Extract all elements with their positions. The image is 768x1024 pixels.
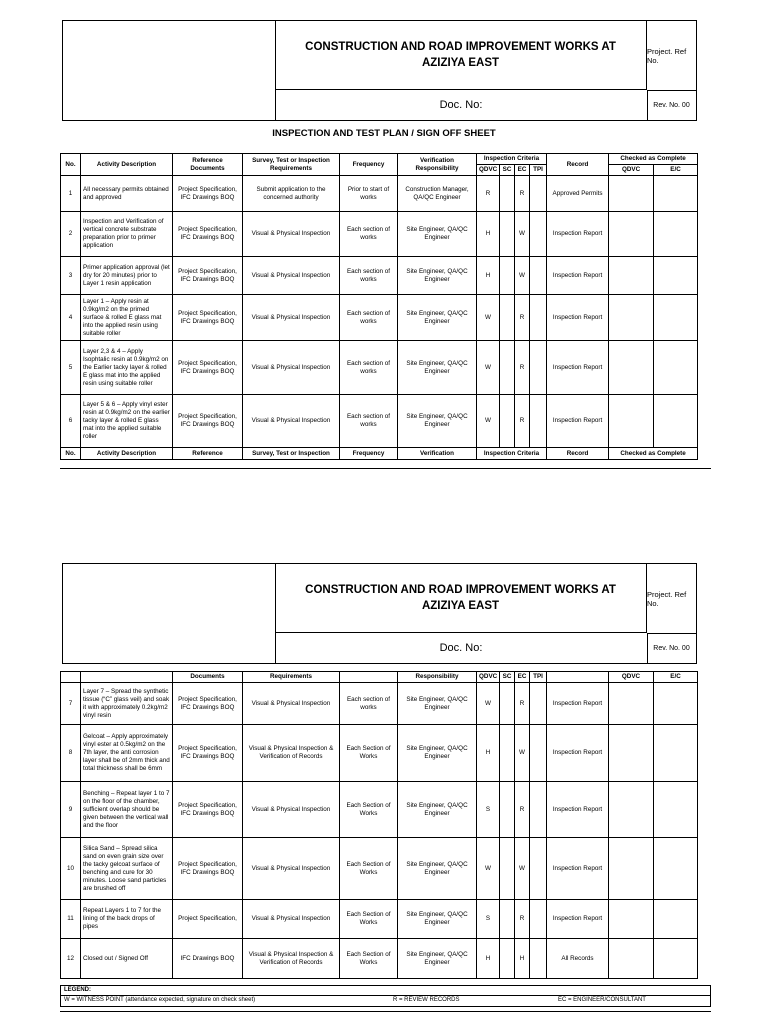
cell-frequency: Each section of works	[340, 683, 398, 725]
cell-sc	[500, 212, 515, 257]
document-title: CONSTRUCTION AND ROAD IMPROVEMENT WORKS AT AZIZIYA EAST	[275, 21, 647, 90]
cell-verification: Site Engineer, QA/QC Engineer	[398, 725, 477, 782]
cell-ec: W	[515, 212, 530, 257]
col-checked-qdvc: QDVC	[609, 165, 654, 176]
cell-sc	[500, 257, 515, 295]
cell-ec: R	[515, 176, 530, 212]
cell-reference: Project Specification, IFC Drawings BOQ	[173, 257, 243, 295]
cell-ec: W	[515, 725, 530, 782]
cell-verification: Site Engineer, QA/QC Engineer	[398, 838, 477, 900]
cell-survey: Visual & Physical Inspection	[243, 257, 340, 295]
cell-sc	[500, 341, 515, 395]
cell-frequency: Each Section of Works	[340, 939, 398, 979]
cell-frequency: Each Section of Works	[340, 782, 398, 838]
cell-survey: Submit application to the concerned authority	[243, 176, 340, 212]
cell-sc	[500, 683, 515, 725]
table-row	[61, 212, 698, 257]
table-row	[61, 341, 698, 395]
col-documents: Documents	[173, 672, 243, 683]
cell-frequency: Each section of works	[340, 341, 398, 395]
cell-checked-qdvc	[609, 939, 654, 979]
cell-checked-qdvc	[609, 838, 654, 900]
cell-no: 7	[61, 683, 81, 725]
legend-review: R = REVIEW RECORDS	[393, 997, 460, 1003]
cell-ec: R	[515, 395, 530, 448]
cell-ec: R	[515, 683, 530, 725]
cell-no: 4	[61, 295, 81, 341]
logo-area	[63, 564, 276, 663]
project-ref-label: Project. Ref No.	[647, 564, 696, 634]
cell-survey: Visual & Physical Inspection & Verification of Records	[243, 725, 340, 782]
foot-checked: Checked as Complete	[609, 448, 698, 460]
cell-frequency: Each section of works	[340, 257, 398, 295]
cell-reference: Project Specification, IFC Drawings BOQ	[173, 176, 243, 212]
cell-no: 11	[61, 900, 81, 939]
table-row	[61, 176, 698, 212]
cell-checked-ec	[654, 176, 698, 212]
cell-frequency: Each section of works	[340, 295, 398, 341]
cell-reference: Project Specification, IFC Drawings BOQ	[173, 838, 243, 900]
col-verification: Verification Responsibility	[398, 154, 477, 176]
cell-tpi	[530, 683, 547, 725]
cell-tpi	[530, 838, 547, 900]
cell-tpi	[530, 341, 547, 395]
cell-checked-qdvc	[609, 782, 654, 838]
cell-verification: Site Engineer, QA/QC Engineer	[398, 341, 477, 395]
cell-tpi	[530, 900, 547, 939]
cell-checked-qdvc	[609, 725, 654, 782]
cell-no: 12	[61, 939, 81, 979]
cell-record: Inspection Report	[547, 725, 609, 782]
cell-activity: Layer 2,3 & 4 – Apply Isophtalic resin at 0.9kg/m2 on the Earlier tacky layer & rolled E glass mat into the applied resin using suitable roller	[81, 341, 173, 395]
foot-frequency: Frequency	[340, 448, 398, 460]
cell-sc	[500, 838, 515, 900]
cell-no: 3	[61, 257, 81, 295]
cell-sc	[500, 725, 515, 782]
cell-reference: Project Specification, IFC Drawings BOQ	[173, 725, 243, 782]
col-no: No.	[61, 154, 81, 176]
cell-checked-ec	[654, 939, 698, 979]
page-divider	[60, 468, 711, 469]
col-sc: SC	[500, 672, 515, 683]
cell-survey: Visual & Physical Inspection	[243, 295, 340, 341]
cell-survey: Visual & Physical Inspection	[243, 212, 340, 257]
cell-activity: Primer application approval (let dry for 20 minutes) prior to Layer 1 resin application	[81, 257, 173, 295]
cell-frequency: Each section of works	[340, 212, 398, 257]
cell-reference: Project Specification, IFC Drawings BOQ	[173, 683, 243, 725]
table-row	[61, 939, 698, 979]
legend-engineer: EC = ENGINEER/CONSULTANT	[558, 997, 646, 1003]
cell-checked-qdvc	[609, 683, 654, 725]
cell-activity: Benching – Repeat layer 1 to 7 on the floor of the chamber, sufficient overlap should be given between the vertical wall and the floor	[81, 782, 173, 838]
cell-no: 1	[61, 176, 81, 212]
cell-qdvc: W	[477, 838, 500, 900]
cell-verification: Site Engineer, QA/QC Engineer	[398, 212, 477, 257]
cell-verification: Site Engineer, QA/QC Engineer	[398, 683, 477, 725]
document-header-page2	[62, 563, 697, 664]
cell-verification: Construction Manager, QA/QC Engineer	[398, 176, 477, 212]
cell-ec: R	[515, 295, 530, 341]
cell-checked-qdvc	[609, 295, 654, 341]
cell-checked-ec	[654, 341, 698, 395]
document-title: CONSTRUCTION AND ROAD IMPROVEMENT WORKS AT AZIZIYA EAST	[275, 564, 647, 633]
cell-tpi	[530, 176, 547, 212]
cell-reference: Project Specification, IFC Drawings BOQ	[173, 295, 243, 341]
cell-no: 9	[61, 782, 81, 838]
cell-no: 2	[61, 212, 81, 257]
cell-no: 10	[61, 838, 81, 900]
col-frequency	[340, 672, 398, 683]
cell-ec: H	[515, 939, 530, 979]
cell-sc	[500, 939, 515, 979]
cell-no: 6	[61, 395, 81, 448]
cell-qdvc: H	[477, 212, 500, 257]
cell-record: Inspection Report	[547, 395, 609, 448]
rev-no-label: Rev. No. 00	[653, 644, 690, 652]
cell-survey: Visual & Physical Inspection	[243, 683, 340, 725]
cell-qdvc: W	[477, 683, 500, 725]
logo-area	[63, 21, 276, 120]
table-row	[61, 900, 698, 939]
col-responsibility: Responsibility	[398, 672, 477, 683]
cell-checked-ec	[654, 782, 698, 838]
col-sc: SC	[500, 165, 515, 176]
table-row	[61, 725, 698, 782]
cell-qdvc: W	[477, 395, 500, 448]
col-survey: Survey, Test or Inspection Requirements	[243, 154, 340, 176]
legend-divider	[61, 995, 710, 996]
cell-record: All Records	[547, 939, 609, 979]
col-requirements: Requirements	[243, 672, 340, 683]
cell-record: Inspection Report	[547, 683, 609, 725]
cell-ec: W	[515, 257, 530, 295]
col-checked-ec: E/C	[654, 165, 698, 176]
table-row	[61, 257, 698, 295]
col-qdvc: QDVC	[477, 165, 500, 176]
cell-record: Approved Permits	[547, 176, 609, 212]
cell-sc	[500, 176, 515, 212]
cell-activity: Layer 5 & 6 – Apply vinyl ester resin at 0.9kg/m2 on the earlier tacky layer & rolled E glass mat into the applied suitable roller	[81, 395, 173, 448]
cell-checked-ec	[654, 725, 698, 782]
cell-sc	[500, 295, 515, 341]
cell-qdvc: R	[477, 176, 500, 212]
cell-survey: Visual & Physical Inspection	[243, 838, 340, 900]
table-row	[61, 838, 698, 900]
cell-sc	[500, 900, 515, 939]
cell-verification: Site Engineer, QA/QC Engineer	[398, 257, 477, 295]
cell-qdvc: H	[477, 257, 500, 295]
foot-no: No.	[61, 448, 81, 460]
table-row	[61, 395, 698, 448]
doc-no-label: Doc. No:	[275, 633, 648, 663]
cell-ec: R	[515, 341, 530, 395]
cell-checked-ec	[654, 212, 698, 257]
col-qdvc: QDVC	[477, 672, 500, 683]
cell-record: Inspection Report	[547, 782, 609, 838]
col-checked-ec: E/C	[654, 672, 698, 683]
cell-checked-ec	[654, 683, 698, 725]
cell-checked-qdvc	[609, 900, 654, 939]
cell-record: Inspection Report	[547, 341, 609, 395]
cell-checked-ec	[654, 257, 698, 295]
cell-reference: Project Specification, IFC Drawings BOQ	[173, 395, 243, 448]
cell-verification: Site Engineer, QA/QC Engineer	[398, 395, 477, 448]
legend-witness: W = WITNESS POINT (attendance expected, signature on check sheet)	[64, 997, 256, 1003]
col-reference: Reference Documents	[173, 154, 243, 176]
foot-record: Record	[547, 448, 609, 460]
cell-tpi	[530, 782, 547, 838]
cell-tpi	[530, 725, 547, 782]
col-tpi: TPI	[530, 165, 547, 176]
cell-survey: Visual & Physical Inspection	[243, 395, 340, 448]
foot-survey: Survey, Test or Inspection	[243, 448, 340, 460]
cell-activity: Closed out / Signed Off	[81, 939, 173, 979]
cell-no: 5	[61, 341, 81, 395]
cell-frequency: Each Section of Works	[340, 838, 398, 900]
rev-no-label: Rev. No. 00	[653, 101, 690, 109]
cell-verification: Site Engineer, QA/QC Engineer	[398, 939, 477, 979]
cell-checked-qdvc	[609, 395, 654, 448]
cell-checked-qdvc	[609, 176, 654, 212]
cell-tpi	[530, 395, 547, 448]
cell-activity: Silica Sand – Spread silica sand on even grain size over the tacky gelcoat surface of benching and cure for 30 minutes. Loose sand particles are brushed off	[81, 838, 173, 900]
cell-qdvc: S	[477, 900, 500, 939]
cell-survey: Visual & Physical Inspection	[243, 782, 340, 838]
cell-checked-qdvc	[609, 257, 654, 295]
cell-reference: IFC Drawings BOQ	[173, 939, 243, 979]
cell-survey: Visual & Physical Inspection	[243, 341, 340, 395]
legend	[60, 985, 711, 1007]
cell-checked-ec	[654, 900, 698, 939]
cell-record: Inspection Report	[547, 295, 609, 341]
foot-activity: Activity Description	[81, 448, 173, 460]
cell-sc	[500, 395, 515, 448]
col-ec: EC	[515, 165, 530, 176]
plan-title: INSPECTION AND TEST PLAN / SIGN OFF SHEET	[272, 128, 496, 139]
cell-qdvc: W	[477, 295, 500, 341]
col-record	[547, 672, 609, 683]
table-row	[61, 782, 698, 838]
table-row	[61, 683, 698, 725]
cell-activity: All necessary permits obtained and approved	[81, 176, 173, 212]
cell-qdvc: H	[477, 725, 500, 782]
cell-record: Inspection Report	[547, 257, 609, 295]
cell-tpi	[530, 295, 547, 341]
foot-criteria: Inspection Criteria	[477, 448, 547, 460]
cell-survey: Visual & Physical Inspection & Verification of Records	[243, 939, 340, 979]
page-bottom-line	[60, 1011, 711, 1012]
table-row	[61, 295, 698, 341]
col-activity	[81, 672, 173, 683]
cell-sc	[500, 782, 515, 838]
cell-checked-ec	[654, 295, 698, 341]
cell-verification: Site Engineer, QA/QC Engineer	[398, 782, 477, 838]
col-no	[61, 672, 81, 683]
col-activity: Activity Description	[81, 154, 173, 176]
col-record: Record	[547, 154, 609, 176]
legend-title: LEGEND:	[64, 987, 91, 993]
doc-no-label: Doc. No:	[275, 90, 648, 120]
cell-ec: R	[515, 782, 530, 838]
cell-activity: Inspection and Verification of vertical concrete substrate preparation prior to primer application	[81, 212, 173, 257]
col-ec: EC	[515, 672, 530, 683]
cell-qdvc: W	[477, 341, 500, 395]
cell-tpi	[530, 257, 547, 295]
cell-record: Inspection Report	[547, 838, 609, 900]
cell-ec: R	[515, 900, 530, 939]
cell-tpi	[530, 939, 547, 979]
itp-table-page2	[60, 671, 698, 979]
itp-table-page1	[60, 153, 698, 460]
cell-frequency: Each Section of Works	[340, 725, 398, 782]
cell-verification: Site Engineer, QA/QC Engineer	[398, 295, 477, 341]
cell-checked-qdvc	[609, 341, 654, 395]
cell-ec: W	[515, 838, 530, 900]
document-header	[62, 20, 697, 121]
cell-reference: Project Specification,	[173, 900, 243, 939]
cell-reference: Project Specification, IFC Drawings BOQ	[173, 212, 243, 257]
cell-survey: Visual & Physical Inspection	[243, 900, 340, 939]
cell-activity: Layer 1 – Apply resin at 0.9kg/m2 on the primed surface & rolled E glass mat into the applied resin using suitable roller	[81, 295, 173, 341]
col-criteria: Inspection Criteria	[477, 154, 547, 165]
cell-verification: Site Engineer, QA/QC Engineer	[398, 900, 477, 939]
cell-record: Inspection Report	[547, 900, 609, 939]
cell-qdvc: S	[477, 782, 500, 838]
cell-checked-ec	[654, 838, 698, 900]
cell-frequency: Prior to start of works	[340, 176, 398, 212]
cell-checked-ec	[654, 395, 698, 448]
cell-qdvc: H	[477, 939, 500, 979]
cell-frequency: Each section of works	[340, 395, 398, 448]
cell-record: Inspection Report	[547, 212, 609, 257]
foot-verification: Verification	[398, 448, 477, 460]
project-ref-label: Project. Ref No.	[647, 21, 696, 91]
cell-activity: Gelcoat – Apply approximately vinyl ester at 0.5kg/m2 on the 7th layer, the anti corrosion layer shall be of 2mm thick and total thickness shall be 6mm	[81, 725, 173, 782]
cell-activity: Repeat Layers 1 to 7 for the lining of the back drops of pipes	[81, 900, 173, 939]
cell-checked-qdvc	[609, 212, 654, 257]
cell-reference: Project Specification, IFC Drawings BOQ	[173, 782, 243, 838]
col-checked: Checked as Complete	[609, 154, 698, 165]
cell-no: 8	[61, 725, 81, 782]
cell-activity: Layer 7 – Spread the synthetic tissue (“C” glass veil) and soak it with approximately 0.2kg/m2 vinyl resin	[81, 683, 173, 725]
col-frequency: Frequency	[340, 154, 398, 176]
col-tpi: TPI	[530, 672, 547, 683]
col-checked-qdvc: QDVC	[609, 672, 654, 683]
cell-frequency: Each Section of Works	[340, 900, 398, 939]
cell-tpi	[530, 212, 547, 257]
cell-reference: Project Specification, IFC Drawings BOQ	[173, 341, 243, 395]
foot-reference: Reference	[173, 448, 243, 460]
